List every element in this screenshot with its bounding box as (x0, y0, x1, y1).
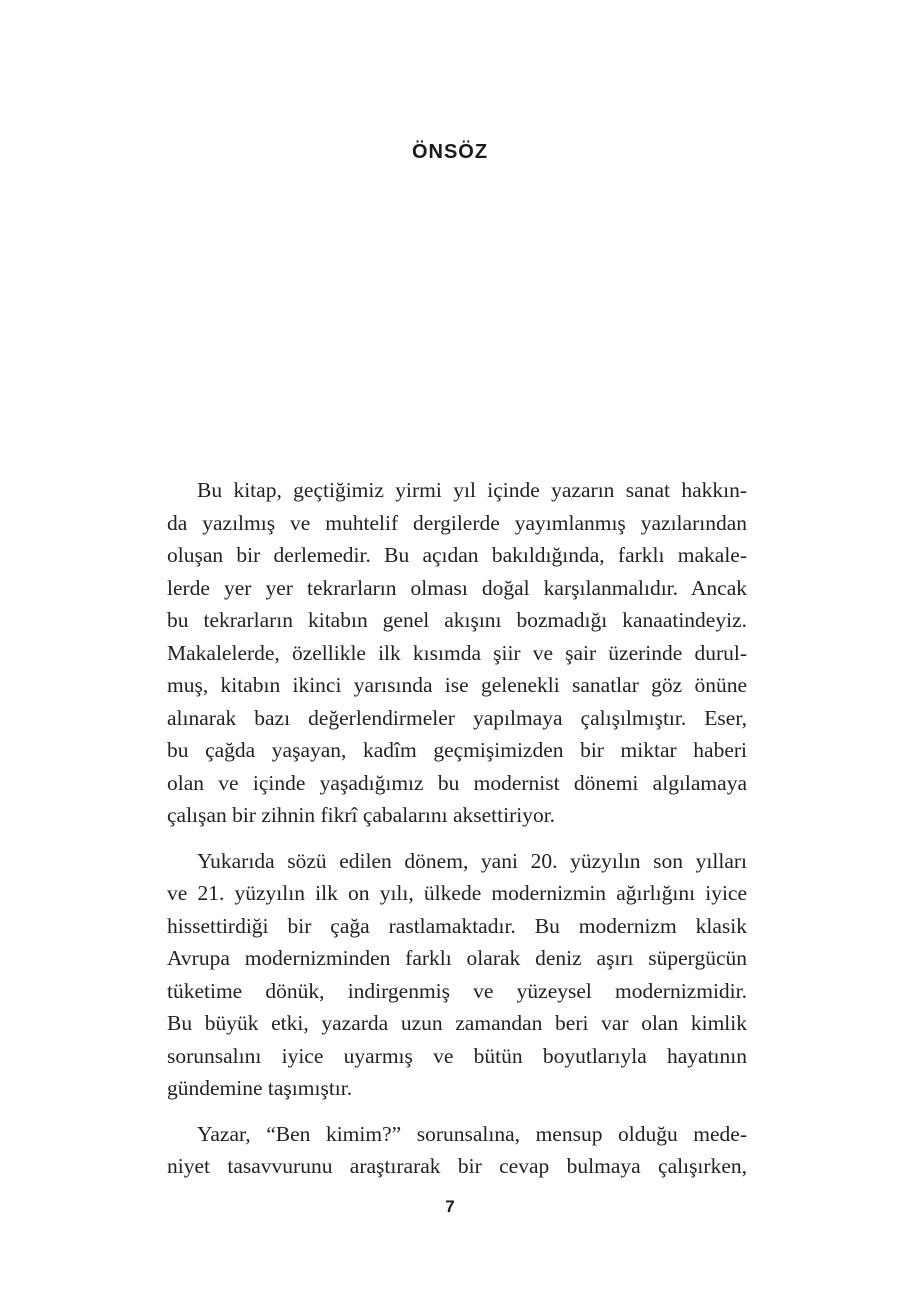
page-number: 7 (445, 1197, 455, 1216)
text-line: hissettirdiği bir çağa rastlamaktadır. Bu modernizm klasik (167, 913, 747, 938)
text-line: alınarak bazı değerlendirmeler yapılmaya çalışılmıştır. Eser, (167, 705, 747, 730)
text-line: Makalelerde, özellikle ilk kısımda şiir ve şair üzerinde durul- (167, 640, 747, 665)
text-line: bu çağda yaşayan, kadîm geçmişimizden bir miktar haberi (167, 738, 747, 762)
text-line: Yazar, “Ben kimim?” sorunsalına, mensup olduğu mede- (197, 1121, 747, 1146)
text-line: Yukarıda sözü edilen dönem, yani 20. yüzyılın son yılları (197, 848, 747, 873)
text-line: lerde yer yer tekrarların olması doğal karşılanmalıdır. Ancak (167, 575, 747, 600)
text-line: Avrupa modernizminden farklı olarak deniz aşırı süpergücün (167, 946, 747, 970)
text-line: çalışan bir zihnin fikrî çabalarını aksettiriyor. (167, 803, 556, 827)
text-line: olan ve içinde yaşadığımız bu modernist dönemi algılamaya (167, 770, 747, 795)
text-line: Bu kitap, geçtiğimiz yirmi yıl içinde yazarın sanat hakkın- (197, 478, 747, 502)
text-line: bu tekrarların kitabın genel akışını bozmadığı kanaatindeyiz. (167, 608, 747, 632)
text-line: gündemine taşımıştır. (167, 1076, 353, 1100)
text-line: tüketime dönük, indirgenmiş ve yüzeysel modernizmidir. (167, 978, 747, 1003)
page-title: ÖNSÖZ (411, 141, 489, 163)
paragraph-2 (167, 845, 747, 1105)
text-line: da yazılmış ve muhtelif dergilerde yayımlanmış yazılarından (167, 510, 747, 535)
paragraph-3 (167, 1118, 747, 1183)
text-line: Bu büyük etki, yazarda uzun zamandan beri var olan kimlik (167, 1011, 747, 1035)
text-line: sorunsalını iyice uyarmış ve bütün boyutlarıyla hayatının (167, 1043, 747, 1068)
body-text (167, 474, 747, 1196)
text-line: niyet tasavvurunu araştırarak bir cevap bulmaya çalışırken, (167, 1154, 747, 1178)
paragraph-1 (167, 474, 747, 832)
text-line: muş, kitabın ikinci yarısında ise gelenekli sanatlar göz önüne (167, 673, 747, 697)
text-line: oluşan bir derlemedir. Bu açıdan bakıldığında, farklı makale- (167, 543, 747, 567)
text-line: ve 21. yüzyılın ilk on yılı, ülkede modernizmin ağırlığını iyice (167, 881, 747, 905)
